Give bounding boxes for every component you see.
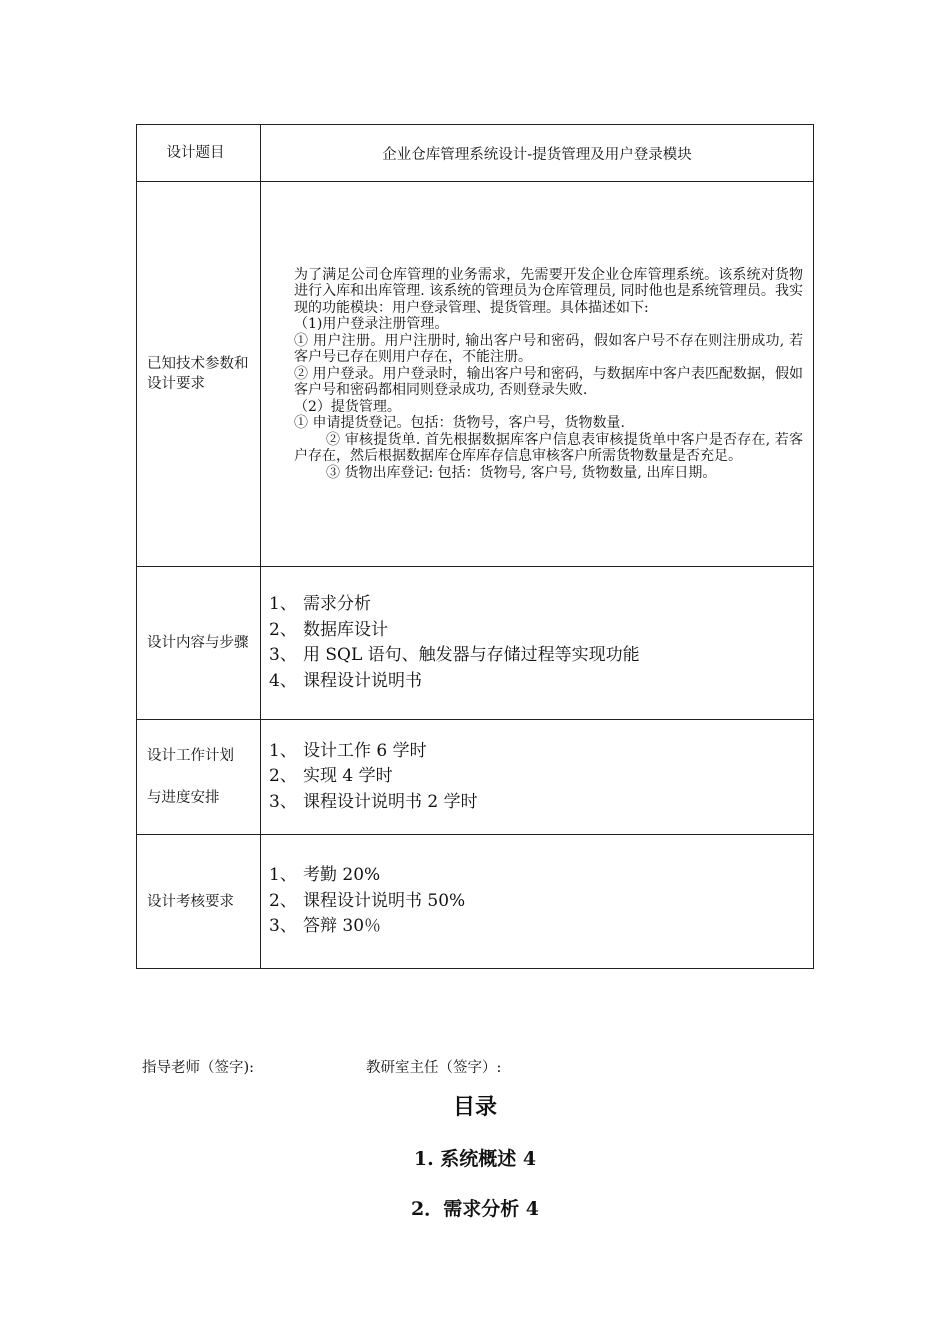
requirements-line: ② 用户登录。用户登录时，输出客户号和密码，与数据库中客户表匹配数据，假如客户号和密码都相同则登录成功, 否则登录失败. [294,365,803,399]
requirements-line: ③ 货物出库登记: 包括：货物号, 客户号, 货物数量, 出库日期。 [326,464,717,481]
item-number: 4、 [269,670,297,691]
item-number: 3、 [269,916,297,937]
item-text: 用 SQL 语句、触发器与存储过程等实现功能 [303,645,640,665]
list-item [269,592,813,618]
steps-cell [261,567,814,720]
list-item [269,889,813,915]
plan-label-line: 设计工作计划 [147,747,234,764]
item-text: 考勤 20% [303,865,381,886]
requirements-line: 为了满足公司仓库管理的业务需求，先需要开发企业仓库管理系统。该系统对货物进行入库和出库管理. 该系统的管理员为仓库管理员, 同时他也是系统管理员。我实现的功能模块：用户登录管理、提货管理。具体描述如下: [294,266,803,316]
item-number: 2、 [269,766,297,787]
title-value: 企业仓库管理系统设计-提货管理及用户登录模块 [261,125,814,182]
list-item [269,914,813,940]
item-number: 1、 [269,865,297,886]
table-row [137,567,814,720]
item-text: 课程设计说明书 2 学时 [303,791,478,812]
list-item [269,764,813,790]
item-number: 1、 [269,594,297,614]
item-text: 实现 4 学时 [303,766,393,787]
list-item [269,739,813,765]
list-item [269,643,813,669]
item-number: 2、 [269,619,297,640]
assess-label: 设计考核要求 [137,835,261,969]
list-item [269,790,813,816]
list-item [269,863,813,889]
table-row [137,182,814,567]
requirements-line: ② 审核提货单. 首先根据数据库客户信息表审核提货单中客户是否存在, 若客户存在，然后根据数据库仓库库存信息审核客户所需货物数量是否充足。 [294,431,803,465]
table-row [137,720,814,835]
item-text: 课程设计说明书 [303,670,422,691]
toc-title: 目录 [452,1095,497,1120]
item-text: 设计工作 6 学时 [303,740,427,761]
item-number: 3、 [269,791,297,812]
item-text: 数据库设计 [303,619,388,640]
table-row [137,125,814,182]
assess-list [261,863,813,940]
list-item [269,618,813,644]
item-number: 1、 [269,740,297,761]
plan-label-line: 与进度安排 [147,789,220,806]
requirements-line: （1)用户登录注册管理。 [294,316,449,333]
list-item [269,669,813,695]
item-text: 答辩 30％ [303,916,382,937]
toc-entry[interactable]: 1. 系统概述 4 [413,1148,537,1170]
steps-list [261,592,813,694]
requirements-text [261,267,813,482]
item-text: 需求分析 [303,594,371,614]
requirements-line: ① 申请提货登记。包括：货物号，客户号，货物数量. [294,415,625,432]
title-label: 设计题目 [137,125,261,182]
item-text: 课程设计说明书 50% [303,890,466,911]
requirements-line: （2）提货管理。 [294,398,401,415]
requirements-cell [261,182,814,567]
requirements-line: ① 用户注册。用户注册时, 输出客户号和密码，假如客户号不存在则注册成功, 若客户号已存在则用户存在，不能注册。 [294,332,803,366]
item-number: 2、 [269,890,297,911]
toc-entry[interactable]: 2．需求分析 4 [410,1198,540,1220]
plan-list [261,739,813,816]
plan-label [137,720,261,835]
table-row [137,835,814,969]
director-signature-label: 教研室主任（签字）: [366,1060,502,1076]
design-task-table [136,124,814,969]
item-number: 3、 [269,645,297,665]
plan-cell [261,720,814,835]
steps-label: 设计内容与步骤 [137,567,261,720]
requirements-label: 已知技术参数和设计要求 [137,182,261,567]
assess-cell [261,835,814,969]
advisor-signature-label: 指导老师（签字): [142,1060,255,1076]
